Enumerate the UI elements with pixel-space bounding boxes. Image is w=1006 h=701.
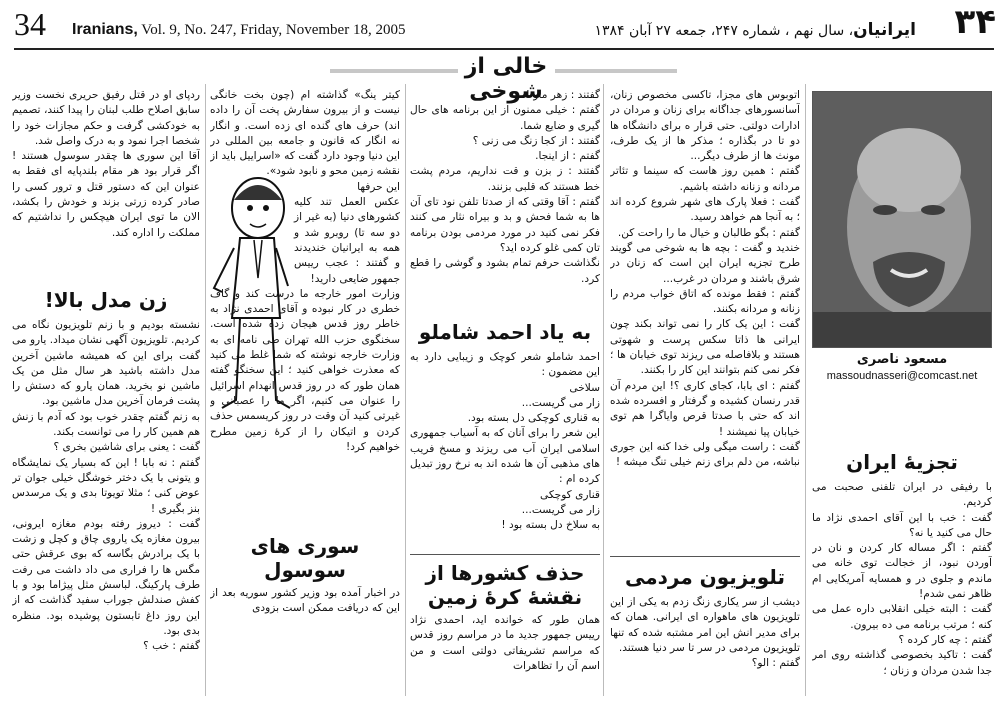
paragraph: عکس العمل تند کلیه کشورهای دنیا (به غیر از دو سه تا) روبرو شد و همه به ایرانیان خندیدند و گفتند : عجب رییس جمهور ضایعی دارید! [294, 196, 400, 285]
article-heading: زن مدل بالا! [44, 288, 168, 312]
paragraph: همان طور که خوانده اید، احمدی نژاد رییس جمهور جدید ما در مراسم روز قدس که مراسم تشریفاتی دولتی است و من اسم آن را تظاهرات [410, 614, 600, 672]
paragraph: زار می گریست... [521, 503, 600, 516]
paragraph: گفت : البته خیلی انقلابی داره عمل می کنه ؛ مرتب برنامه می ده بیرون. [812, 603, 992, 631]
section-title: خالی از شوخی [464, 54, 548, 104]
paragraph: زار می گریست... [521, 396, 600, 409]
article-heading: تجزیهٔ ایران [846, 450, 958, 474]
header-rule [14, 48, 994, 50]
paragraph: اتوبوس های مجزا، تاکسی مخصوص زنان، آسانسورهای جداگانه برای زنان و مردان در ادارات دولتی. حتی قرار ه برای دانشگاه ها دو تا در بگذاره ؛ مذکر ها از یک طرف، مونث ها از طرف دیگر... [610, 89, 800, 163]
article-heading: حذف کشورها از نقشهٔ کرهٔ زمین [425, 561, 585, 609]
column-divider [603, 84, 604, 696]
column-3 [410, 88, 600, 675]
paragraph: گفتم : از اینجا. [535, 150, 600, 163]
paragraph: احمد شاملو شعر کوچک و زیبایی دارد به این مضمون : [410, 351, 600, 379]
paragraph: گفتم : بگو طالبان و خیال ما را راحت کن. [617, 226, 800, 239]
title-bar-right [555, 69, 677, 73]
paragraph: گفتند : ز بزن و قت نداریم، مردم پشت خط هستند که قلبی بزنند. [410, 165, 600, 193]
page-number-persian: ۳۴ [954, 2, 996, 42]
article-body [12, 318, 200, 686]
paragraph: دیشب از سر یکاری زنگ زدم به یکی از این تلویزیون های ماهواره ای ایرانی. همان که برای مدیر انش این امر مشتبه شده که تنها تلویزیون مردمی در سر تا سر دنیا هستند. [610, 596, 800, 654]
paragraph: خندید و گفت : بچه ها به شوخی می گویند طرح تجزیه ایران این است که زنان در شرق باشند و مردان در غرب... [610, 241, 800, 285]
column-4 [210, 88, 400, 618]
paragraph: گفت : راست میگی ولی خدا کنه این جوری نباشه، من دلم برای زنم خیلی تنگ میشه ! [610, 440, 800, 469]
paragraph: نشسته بودیم و با زنم تلویزیون نگاه می کردیم. تلویزیون آگهی نشان میداد. یارو می گفت برای این که همیشه ماشین آخرین مدل داشته باشید هر سال مثل من یک ماشین نو بخرید. همان یارو که دستش را پشت فرمان آخرین مدل ماشین بود. [12, 319, 200, 408]
publication-name-latin: Iranians, [72, 21, 138, 38]
column-divider [205, 84, 206, 696]
column-divider [805, 84, 806, 696]
issue-info-latin: Vol. 9, No. 247, Friday, November 18, 2005 [141, 22, 406, 38]
paragraph: نگذاشت حرفم تمام بشود و گوشی را قطع کرد. [410, 257, 600, 285]
masthead-persian [594, 20, 916, 40]
paragraph: گفتم : فقط مونده که اتاق خواب مردم را زنانه و مردانه بکنند. [610, 287, 800, 316]
page-number: 34 [14, 6, 46, 42]
column-5 [12, 88, 200, 686]
column-divider [405, 84, 406, 696]
article-body [210, 586, 400, 626]
title-bar-left [330, 69, 458, 73]
paragraph: گفتم : چه کار کرده ؟ [898, 633, 992, 646]
paragraph: به قناری کوچکی دل بسته بود. [467, 412, 600, 425]
column-2 [610, 88, 800, 691]
author-name: مسعود ناصری [856, 352, 948, 367]
paragraph: گفتم : ای بابا، کجای کاری ؟! این مردم آن قدر رنسان کشیده و گرفتار و افسرده شده اند که حتی با صدتا قرص وایاگرا هم توی خیابان پیا نمیشند ! [610, 379, 800, 438]
paragraph: گفتم : خب ؟ [143, 640, 200, 653]
paragraph: به سلاخ دل بسته بود ! [501, 519, 600, 532]
article-heading: سوری های سوسول [250, 534, 360, 582]
cartoon-caricature [210, 168, 292, 418]
paragraph: گفتم : خیلی ممنون از این برنامه های حال گیری و ضایع شما. [410, 104, 600, 132]
paragraph: با رفیقی در ایران تلفنی صحبت می کردیم. [812, 481, 992, 509]
article-body [610, 88, 800, 548]
issue-info-persian: ، سال نهم ، شماره ۲۴۷، جمعه ۲۷ آبان ۱۳۸۴ [594, 23, 854, 39]
paragraph: گفتم : اگر مساله کار کردن و نان در آوردن نبود، از خجالت توی خانه می ماندم و جلوی در و همسایه آمریکایی ام ظاهر نمی شدم! [812, 542, 992, 601]
masthead-latin [72, 21, 405, 39]
paragraph: کیتر ینگ» گذاشته ام (چون بخت خانگی نیست و از بیرون سفارش پخت آن را داده اند) حرف های گنده ای زده است. و انگار نه انگار که قانون و جامعه بین المللی در این دنیا وجود دارد گفت که «اسراییل باید از نقشه زمین محو و نابود شود». [210, 89, 400, 178]
paragraph: گفتم : الو؟ [751, 657, 800, 670]
author-portrait [813, 92, 992, 348]
article-divider [610, 556, 800, 557]
article-heading: به یاد احمد شاملو [418, 320, 592, 344]
paragraph: گفت : دیروز رفته بودم مغازه ایرونی، بیرون مغازه یک یاروی چاق و کچل و زشت با یک برادرش بگاسه که بوی عرقش حتی مگس ها را فراری می داد داشت می رفت طرف پارکینگ. لباسش مثل پیژاما بود و با کفش صندلش جوراب سفید گذاشت که از این روز داغ تابستون پوشیده بود. منظره بدی بود. [12, 517, 200, 637]
paragraph: گفت : این یک کار را نمی تواند بکند چون ایرانی ها ذاتا سکس پرست و شهوتی هستند و بلافاصله می ریزند توی خیابان ها ؛ فکر نمی کنم بتوانند این کار را بکنند. [610, 318, 800, 377]
paragraph: به زنم گفتم چقدر خوب بود که آدم با زنش هم همین کار را می توانست بکند. [12, 410, 200, 439]
article-tajziye [812, 450, 992, 698]
paragraph: گفت : تاکید بخصوصی گذاشته روی امر جدا شدن مردان و زنان ؛ [812, 649, 992, 677]
article-divider [410, 554, 600, 555]
author-email[interactable]: massoudnasseri@comcast.net [826, 370, 978, 382]
paragraph: گفتند : از کجا زنگ می زنی ؟ [472, 134, 600, 147]
paragraph: سلاخی [569, 381, 600, 394]
paragraph: قناری کوچکی [539, 488, 600, 501]
publication-name-persian: ایرانیان [853, 20, 916, 40]
author-photo [812, 91, 992, 348]
article-body [410, 350, 600, 548]
paragraph: در اخبار آمده بود وزیر کشور سوریه بعد از این که دریافت ممکن است بزودی [210, 587, 400, 615]
paragraph: این حرفها [357, 180, 400, 193]
article-body [812, 480, 992, 698]
paragraph: گفتم : همین روز هاست که سینما و تئاتر مردانه و زنانه داشته باشیم. [610, 165, 800, 193]
article-body [410, 613, 600, 675]
article-body [12, 88, 200, 280]
paragraph: این شعر را برای آنان که به آسیاب جمهوری اسلامی ایران آب می ریزند و مسخ فریب های مذهبی آن ها شده اند به نرخ روز تبدیل کرده ام : [410, 427, 600, 486]
article-body [410, 88, 600, 308]
paragraph: گفتم : نه بابا ! این که بسیار یک نمایشگاه و یتونی با یک دختر خوشگل خیلی جوان تر عوض کنی ؛ مثلا تویوتا بدی و یک مرسدس بنز بگیری ! [12, 456, 200, 515]
article-heading: تلویزیون مردمی [625, 565, 785, 589]
paragraph: گفت : خب با این آقای احمدی نژاد ما حال می کنید یا نه؟ [812, 511, 992, 539]
paragraph: گفتم : آقا وقتی که از صدتا تلفن نود تای آن ها به شما فحش و بد و بیراه نثار می کنند فکر نمی کنید در مورد مردمی بودن برنامه تان کمی غلو کرده اید؟ [410, 196, 600, 254]
paragraph: گفتند : زهر مار ! [525, 89, 600, 101]
paragraph: آقا این سوری ها چقدر سوسول هستند ! اگر قرار بود هر مقام بلندپایه ای فقط به عنوان این که دستور قتل و ترور کسی را صادر کرده زرتی بزند و خودش را بکشد، الان ما توی ایران هیچکس را نداشتیم که مملکت را اداره کند. [12, 150, 200, 239]
paragraph: وزارت امور خارجه ما درست کند و گاف خطری در کار نبوده و آقای احمدی نژاد به خاطر روز قدس هیجان زده شده است. سخنگوی حزب الله تهران طی نامه ای به وزارت خارجه نوشته که شما غلط می کنید که معذرت خواهی کنید ؛ این سخنگو گفته همان طور که در روز قدس انهدام اسرائیل را عنوان می کنیم، اگر ما را عصبانی و غیرتی کنید آن وقت در روز کریسمس حذف کردن و اتیکان را از کرهٔ زمین مطرح خواهیم کرد! [210, 287, 400, 453]
paragraph: ردپای او در قتل رفیق حریری نخست وزیر سابق اصلاح طلب لبنان را پیدا کنند، تصمیم به خودکشی گرفت و حکم مجازات خود را شخصا اجرا نمود و به درک واصل شد. [12, 89, 200, 147]
article-body [610, 595, 800, 691]
caricature-drawing [210, 168, 292, 418]
paragraph: گفت : فعلا پارک های شهر شروع کرده اند ؛ به آنجا هم خواهد رسید. [610, 196, 800, 224]
paragraph: گفت : یعنی برای شاشین بخری ؟ [53, 441, 200, 454]
